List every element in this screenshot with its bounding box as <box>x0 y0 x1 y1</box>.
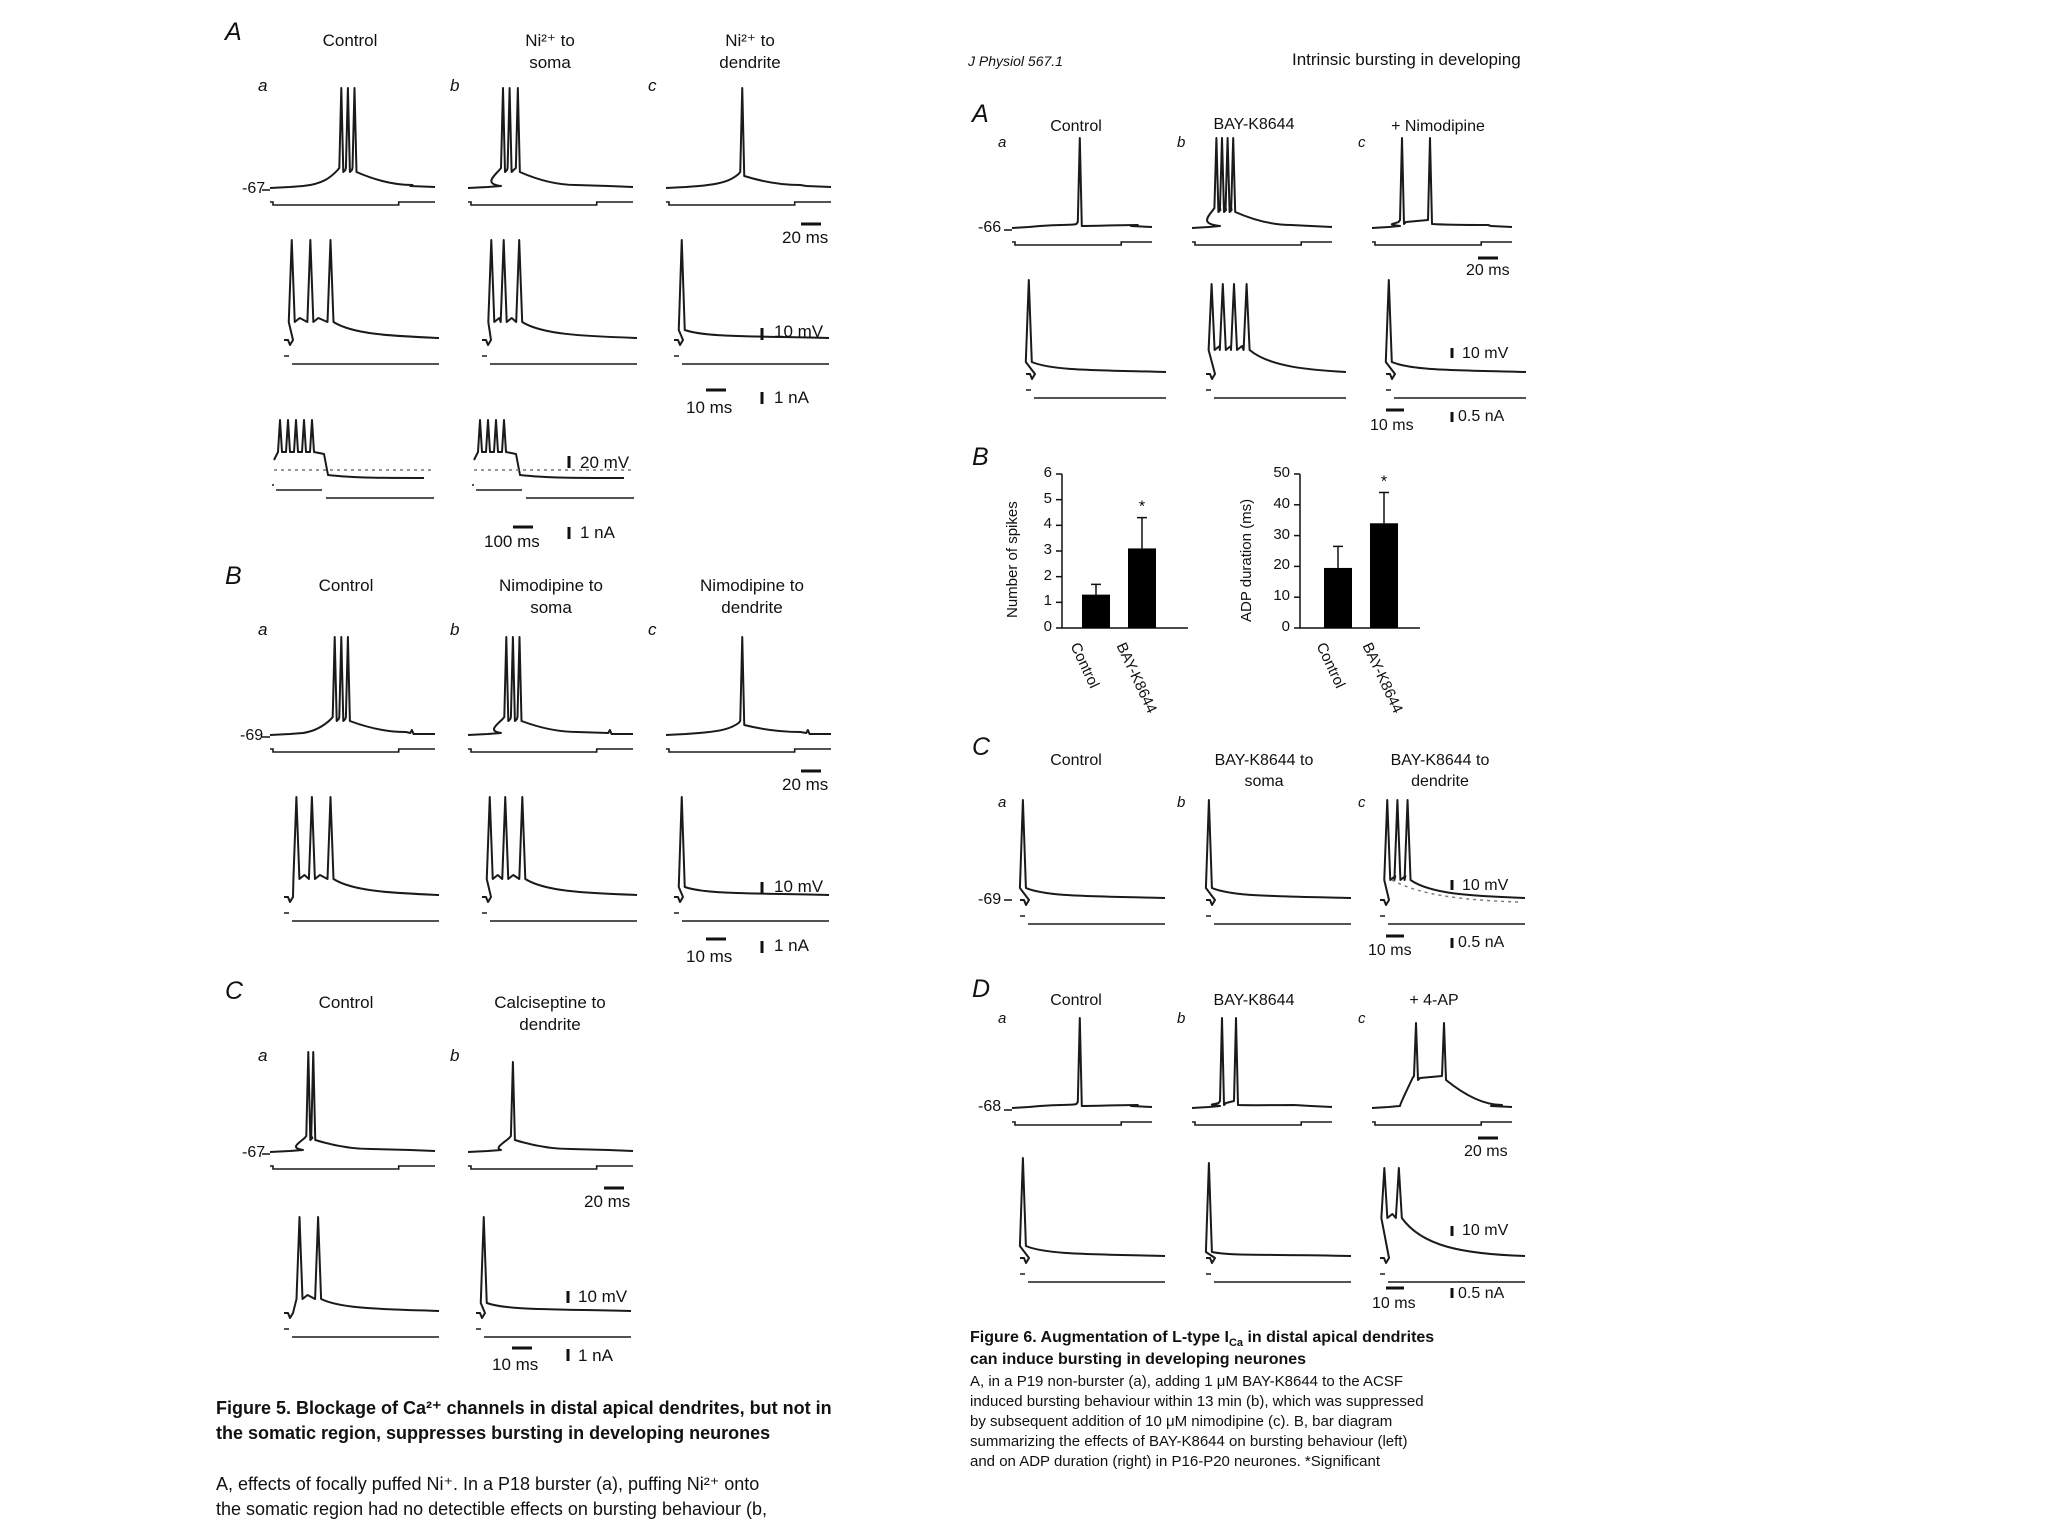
voltage-trace <box>468 88 633 188</box>
x-category-label: BAY-K8644 <box>1358 640 1407 716</box>
resting-potential: -68 <box>978 1098 1002 1115</box>
scale-time: 10 ms <box>686 398 733 417</box>
voltage-trace <box>1192 1018 1332 1108</box>
condition-title: Calciseptine to dendrite <box>494 993 606 1034</box>
sub-label: c <box>648 76 657 95</box>
scale-current: 1 nA <box>580 523 615 542</box>
stimulus-trace <box>1372 1122 1512 1125</box>
voltage-trace <box>284 1217 439 1318</box>
y-tick-label: 50 <box>1273 464 1290 481</box>
condition-title: Control <box>322 31 378 50</box>
stimulus-trace <box>1020 1274 1165 1282</box>
panel-label-5B: B <box>225 562 242 590</box>
sub-label: b <box>450 1046 460 1065</box>
panel-label-6D: D <box>972 975 991 1003</box>
condition-title: BAY-K8644 <box>1213 992 1295 1009</box>
condition-title: Control <box>1050 992 1102 1009</box>
stimulus-trace <box>468 202 633 205</box>
voltage-trace <box>1372 1023 1512 1108</box>
x-category-label: Control <box>1312 640 1349 692</box>
voltage-trace <box>1012 1018 1152 1108</box>
voltage-trace <box>284 797 439 902</box>
sub-label: c <box>1358 794 1366 811</box>
scale-voltage: 10 mV <box>1462 1222 1509 1239</box>
y-tick-label: 0 <box>1281 618 1290 635</box>
stimulus-trace <box>666 749 831 752</box>
stimulus-trace <box>1372 242 1512 245</box>
stimulus-trace <box>284 913 439 921</box>
stimulus-trace <box>1020 916 1165 924</box>
scale-voltage: 10 mV <box>1462 345 1509 362</box>
sub-label: b <box>450 76 460 95</box>
bar-bay-k8644 <box>1370 523 1398 628</box>
scale-voltage: 10 mV <box>774 322 824 341</box>
scale-time: 20 ms <box>782 228 829 247</box>
stimulus-trace <box>674 913 829 921</box>
scale-voltage: 10 mV <box>774 877 824 896</box>
sub-label: b <box>1177 794 1186 811</box>
panel-label-6C: C <box>972 733 991 761</box>
sub-label: a <box>998 794 1007 811</box>
condition-title: Control <box>318 576 374 595</box>
stimulus-trace <box>1012 242 1152 245</box>
figure6-caption-title: Figure 6. Augmentation of L-type $I_{Ca}$ in distal apical dendrites <box>970 1329 1435 1350</box>
voltage-trace <box>1380 1168 1525 1263</box>
condition-title: Nimodipine to dendrite <box>700 576 804 617</box>
significance-marker: * <box>1380 473 1388 491</box>
stimulus-trace <box>476 1329 631 1337</box>
stimulus-trace <box>1206 390 1346 398</box>
condition-title: BAY-K8644 to soma <box>1214 752 1314 790</box>
voltage-trace <box>1386 280 1526 379</box>
scale-time: 10 ms <box>492 1355 539 1374</box>
scale-time: 20 ms <box>1464 1143 1508 1160</box>
stimulus-trace <box>666 202 831 205</box>
stimulus-trace <box>272 485 434 498</box>
journal-header: J Physiol 567.1 <box>968 53 1063 69</box>
resting-potential: -66 <box>978 219 1002 236</box>
chart-axis <box>1062 474 1188 628</box>
resting-potential: -67 <box>242 1144 266 1161</box>
stimulus-trace <box>1192 1122 1332 1125</box>
voltage-trace <box>1020 800 1165 905</box>
stimulus-trace <box>1206 916 1351 924</box>
stimulus-trace <box>1380 916 1525 924</box>
voltage-trace <box>270 1052 435 1152</box>
figure6-caption-line: by subsequent addition of 10 μM nimodipine (c). B, bar diagram <box>970 1413 1393 1430</box>
stimulus-trace <box>482 356 637 364</box>
condition-title: Ni²⁺ to dendrite <box>719 31 781 72</box>
chart-axis <box>1300 474 1420 628</box>
y-tick-label: 1 <box>1043 592 1052 610</box>
scale-time: 10 ms <box>1372 1295 1416 1312</box>
sub-label: c <box>1358 1010 1366 1027</box>
scale-current: 0.5 nA <box>1458 408 1505 425</box>
sub-label: a <box>998 1010 1007 1027</box>
stimulus-trace <box>284 1329 439 1337</box>
stimulus-trace <box>270 749 435 752</box>
voltage-trace <box>284 240 439 345</box>
scale-voltage: 10 mV <box>1462 877 1509 894</box>
voltage-trace <box>1026 280 1166 379</box>
x-category-label: BAY-K8644 <box>1112 640 1161 716</box>
y-tick-label: 4 <box>1043 515 1052 533</box>
stimulus-trace <box>1380 1274 1525 1282</box>
figure6-caption-line: and on ADP duration (right) in P16-P20 neurones. *Significant <box>970 1453 1380 1470</box>
stimulus-trace <box>482 913 637 921</box>
condition-title: Nimodipine to soma <box>499 576 603 617</box>
panel-label-5C: C <box>225 977 244 1005</box>
figure5-caption-line: A, effects of focally puffed Ni⁺. In a P18 burster (a), puffing Ni²⁺ onto <box>216 1474 760 1494</box>
running-title: Intrinsic bursting in developing <box>1292 50 1521 69</box>
stimulus-trace <box>468 1166 633 1169</box>
voltage-trace <box>270 637 435 735</box>
voltage-trace <box>482 240 637 345</box>
sub-label: a <box>998 134 1007 151</box>
y-tick-label: 20 <box>1273 556 1290 574</box>
y-tick-label: 3 <box>1043 541 1052 558</box>
condition-title: BAY-K8644 to dendrite <box>1390 752 1490 790</box>
condition-title: Control <box>318 993 374 1012</box>
scale-current: 1 nA <box>774 936 809 955</box>
voltage-trace <box>1020 1158 1165 1263</box>
stimulus-trace <box>674 356 829 364</box>
condition-title: Ni²⁺ to soma <box>525 31 575 72</box>
stimulus-trace <box>1192 242 1332 245</box>
voltage-trace <box>1206 1163 1351 1263</box>
figure6-caption-line: summarizing the effects of BAY-K8644 on bursting behaviour (left) <box>970 1433 1408 1450</box>
y-tick-label: 30 <box>1273 525 1290 543</box>
panel-label-6A: A <box>972 100 989 128</box>
stimulus-trace <box>468 749 633 752</box>
x-category-label: Control <box>1066 640 1103 692</box>
stimulus-trace <box>270 202 435 205</box>
resting-potential: -69 <box>978 891 1002 908</box>
scale-current: 1 nA <box>774 388 809 407</box>
sub-label: c <box>1358 134 1366 151</box>
voltage-trace <box>482 797 637 902</box>
voltage-trace <box>468 637 633 735</box>
stimulus-trace <box>1206 1274 1351 1282</box>
figure6-caption-title: can induce bursting in developing neurones <box>970 1351 1307 1368</box>
stimulus-trace <box>1386 390 1526 398</box>
scale-current: 0.5 nA <box>1458 934 1505 951</box>
voltage-trace <box>1192 138 1332 228</box>
condition-title: BAY-K8644 <box>1213 116 1295 133</box>
stimulus-trace <box>270 1166 435 1169</box>
figure5-caption-title: Figure 5. Blockage of Ca²⁺ channels in distal apical dendrites, but not in the somatic region, suppresses bursting in developing neurones <box>216 1398 832 1443</box>
voltage-trace <box>666 88 831 188</box>
voltage-trace <box>1206 800 1351 905</box>
sub-label: a <box>258 620 268 639</box>
voltage-traces <box>262 88 1526 1361</box>
voltage-trace <box>1372 138 1512 228</box>
y-tick-label: 2 <box>1043 566 1052 584</box>
scale-time: 100 ms <box>484 532 540 551</box>
stimulus-trace <box>284 356 439 364</box>
voltage-trace <box>666 637 831 735</box>
condition-title: + Nimodipine <box>1391 118 1485 135</box>
voltage-trace <box>468 1062 633 1152</box>
scale-current: 0.5 nA <box>1458 1285 1505 1302</box>
y-tick-label: 6 <box>1043 464 1052 481</box>
sub-label: c <box>648 620 657 639</box>
y-axis-label: Number of spikes <box>1004 501 1021 618</box>
figure5-caption-line: the somatic region had no detectible effects on bursting behaviour (b, <box>216 1499 768 1519</box>
figure6-caption-line: induced bursting behaviour within 13 min (b), which was suppressed <box>970 1393 1424 1410</box>
bar-control <box>1082 595 1110 628</box>
stimulus-trace <box>472 485 634 498</box>
condition-title: + 4-AP <box>1409 992 1459 1009</box>
scale-time: 10 ms <box>1370 417 1414 434</box>
bar-bay-k8644 <box>1128 548 1156 628</box>
scale-time: 20 ms <box>584 1192 631 1211</box>
figure6-caption-line: A, in a P19 non-burster (a), adding 1 μM BAY-K8644 to the ACSF <box>970 1373 1404 1390</box>
sub-label: a <box>258 1046 268 1065</box>
stimulus-trace <box>1026 390 1166 398</box>
panel-label-6B: B <box>972 443 989 471</box>
y-tick-label: 5 <box>1043 489 1052 507</box>
scale-current: 1 nA <box>578 1346 613 1365</box>
condition-title: Control <box>1050 118 1102 135</box>
panel-label-5A: A <box>225 18 242 46</box>
stimulus-trace <box>1012 1122 1152 1125</box>
voltage-trace <box>1206 284 1346 379</box>
scale-voltage: 20 mV <box>580 453 630 472</box>
resting-potential: -67 <box>242 180 266 197</box>
y-tick-label: 40 <box>1273 494 1290 512</box>
voltage-trace <box>270 88 435 188</box>
sub-label: b <box>1177 134 1186 151</box>
voltage-trace <box>1012 138 1152 228</box>
y-tick-label: 0 <box>1043 618 1052 635</box>
sub-label: b <box>450 620 460 639</box>
scale-time: 10 ms <box>1368 942 1412 959</box>
scale-time: 20 ms <box>782 775 829 794</box>
resting-potential: -69 <box>240 727 264 744</box>
significance-marker: * <box>1138 498 1146 516</box>
condition-title: Control <box>1050 752 1102 769</box>
scale-time: 10 ms <box>686 947 733 966</box>
y-axis-label: ADP duration (ms) <box>1238 498 1255 622</box>
sub-label: b <box>1177 1010 1186 1027</box>
sub-label: a <box>258 76 268 95</box>
scale-voltage: 10 mV <box>578 1287 628 1306</box>
y-tick-label: 10 <box>1273 587 1290 605</box>
scale-time: 20 ms <box>1466 262 1510 279</box>
bar-control <box>1324 568 1352 628</box>
